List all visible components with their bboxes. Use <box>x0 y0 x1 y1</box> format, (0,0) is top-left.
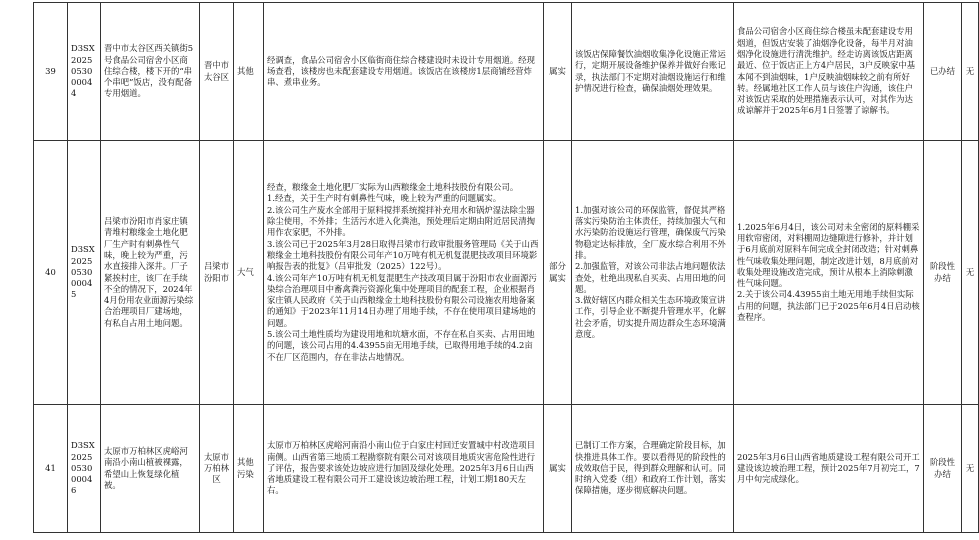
measures-paragraph: 3.做好辖区内群众相关生态环境政策宣讲工作，引导企业不断提升管理水平，化解社会矛盾，切实提升周边群众生态环境满意度。 <box>575 295 726 339</box>
completion-status: 已办结 <box>924 3 962 141</box>
case-code: D3SX2025053000046 <box>68 405 101 533</box>
pollution-type: 大气 <box>234 141 264 405</box>
administrative-area: 吕梁市汾阳市 <box>200 141 234 405</box>
complaint-table <box>33 2 979 533</box>
rectification-progress <box>734 141 924 405</box>
row-number: 41 <box>34 405 68 533</box>
measures-paragraph: 1.加强对该公司的环保监管，督促其严格落实污染防治主体责任，持续加强大气和水污染防治设施运行管理，确保废气污染物稳定达标排放，全厂废水综合利用不外排。 <box>575 204 726 260</box>
table-row <box>34 141 979 405</box>
row-number: 39 <box>34 3 68 141</box>
findings-paragraph: 1.经查，关于生产时有刺鼻性气味，晚上较为严重的问题属实。 <box>267 193 502 204</box>
handling-measures: 该饭店保障餐饮油烟收集净化设施正常运行，定期开展设备维护保养并做好台账记录，执法部门不定期对油烟设施运行和维护情况进行检查，确保油烟处理效果。 <box>572 3 734 141</box>
administrative-area: 太原市万柏林区 <box>200 405 234 533</box>
rectification-progress: 2025年3月6日山西省地质建设工程有限公司开工建设该边坡治理工程，预计2025年7月初完工，7月中旬完成绿化。 <box>734 405 924 533</box>
administrative-area: 晋中市太谷区 <box>200 3 234 141</box>
findings-paragraph: 经查，粮缘金土地化肥厂实际为山西粮缘金土地科技股份有限公司。 <box>267 182 519 193</box>
accountability: 无 <box>962 3 979 141</box>
measures-paragraph: 2.加强监管，对该公司非法占地问题依法查处，杜绝出现私自买卖、占用田地的问题。 <box>575 261 726 294</box>
row-number: 40 <box>34 141 68 405</box>
complaint-content: 太原市万柏林区虎峪河南沿小南山植被裸露，希望山上恢复绿化植被。 <box>101 405 200 533</box>
findings-paragraph: 5.该公司土地性质均为建设用地和坑塘水面，不存在私自买卖、占用田地的问题，该公司占用的4.43955亩无用地手续，已取得用地手续的4.2亩不在厂区范围内，存在非法占地情况。 <box>267 328 535 362</box>
verdict: 属实 <box>544 3 572 141</box>
table-row <box>34 3 979 141</box>
case-code: D3SX2025053000045 <box>68 141 101 405</box>
completion-status: 阶段性办结 <box>924 405 962 533</box>
handling-measures: 已制订工作方案，合理确定阶段目标，加快推进具体工作。要以看得见的阶段性的成效取信于民，得到群众理解和认可。同时纳入党委（组）和政府工作计划，落实保障措施，逐步彻底解决问题。 <box>572 405 734 533</box>
accountability: 无 <box>962 141 979 405</box>
progress-paragraph: 2.关于该公司4.43955亩土地无用地手续但实际占用的问题，执法部门已于2025年6月4日启动核查程序。 <box>737 289 920 323</box>
verdict: 部分属实 <box>544 141 572 405</box>
table-row <box>34 405 979 533</box>
findings-paragraph: 3.该公司已于2025年3月28日取得吕梁市行政审批服务管理局《关于山西粮缘金土地科技股份有限公司年产10万吨有机无机复混肥技改项目环境影响报告表的批复》（吕审批发（2025）122号）。 <box>267 238 539 272</box>
findings-paragraph: 4.该公司年产10万吨有机无机复混肥生产技改项目属于汾阳市农业面源污染综合治理项目中畜禽粪污资源化集中处理项目的配套工程，企业根据肖家庄镇人民政府《关于山西粮缘金土地科技股份有限公司设施农用地备案的通知》于2023年11月14日办理了用地手续，不存在使用项目建场地的问题。 <box>267 272 537 328</box>
complaint-content: 吕梁市汾阳市肖家庄镇青堆村粮缘金土地化肥厂生产时有刺鼻性气味，晚上较为严重，污水直接排入深井。厂子紧挨村庄，该厂在手续不全的情况下，2024年4月份用农业面源污染综合治理项目厂建场地，有私自占用土地问题。 <box>101 141 200 405</box>
pollution-type: 其他污染 <box>234 405 264 533</box>
rectification-progress: 食品公司宿舍小区商住综合楼虽未配套建设专用烟道，但饭店安装了油烟净化设备，每半月对油烟净化设施进行清洗维护。经走访离该饭店距离最近、位于饭店正上方4户居民，3户反映家中基本闻不到油烟味，1户反映油烟味较之前有所好转。经属地社区工作人员与该住户沟通，该住户对该饭店采取的处理措施表示认可，对其作为达成谅解并于2025年6月1日签署了谅解书。 <box>734 3 924 141</box>
verdict: 属实 <box>544 405 572 533</box>
investigation-findings: 经调查，食品公司宿舍小区临街商住综合楼建设时未设计专用烟道。经现场查看，该楼房也未配套建设专用烟道。该饭店在该楼房1层商铺经营炸串、煮串业务。 <box>264 3 544 141</box>
completion-status: 阶段性办结 <box>924 141 962 405</box>
investigation-findings: 太原市万柏林区虎峪河南沿小南山位于白家庄村回迁安置城中村改造项目南侧。山西省第三地质工程勘察院有限公司对该项目地质灾害危险性进行了评估，报告要求该处边坡应进行加固及绿化处理。2025年3月6日山西省地质建设工程有限公司开工建设该边坡治理工程，计划工期180天左右。 <box>264 405 544 533</box>
investigation-findings <box>264 141 544 405</box>
findings-paragraph: 2.该公司生产废水全部用于原料搅拌系统搅拌补充用水和锅炉湿法除尘器除尘使用，不外排；生活污水进入化粪池，预处理后定期由附近居民清掏用作农家肥，不外排。 <box>267 204 535 238</box>
pollution-type: 其他 <box>234 3 264 141</box>
handling-measures <box>572 141 734 405</box>
progress-paragraph: 1.2025年6月4日，该公司对未全密闭的原料棚采用软帘密闭，对料棚周边缝隙进行修补，并计划于6月底前对原料车间完成全封闭改造；针对刺鼻性气味收集处理问题，制定改进计划，8月底前对收集处理设施改造完成，预计从根本上消除刺激性气味问题。 <box>737 221 920 289</box>
complaint-content: 晋中市太谷区西关镇街5号食品公司宿舍小区商住综合楼，楼下开的“串个串吧”饭店，没有配备专用烟道。 <box>101 3 200 141</box>
accountability: 无 <box>962 405 979 533</box>
case-code: D3SX2025053000044 <box>68 3 101 141</box>
